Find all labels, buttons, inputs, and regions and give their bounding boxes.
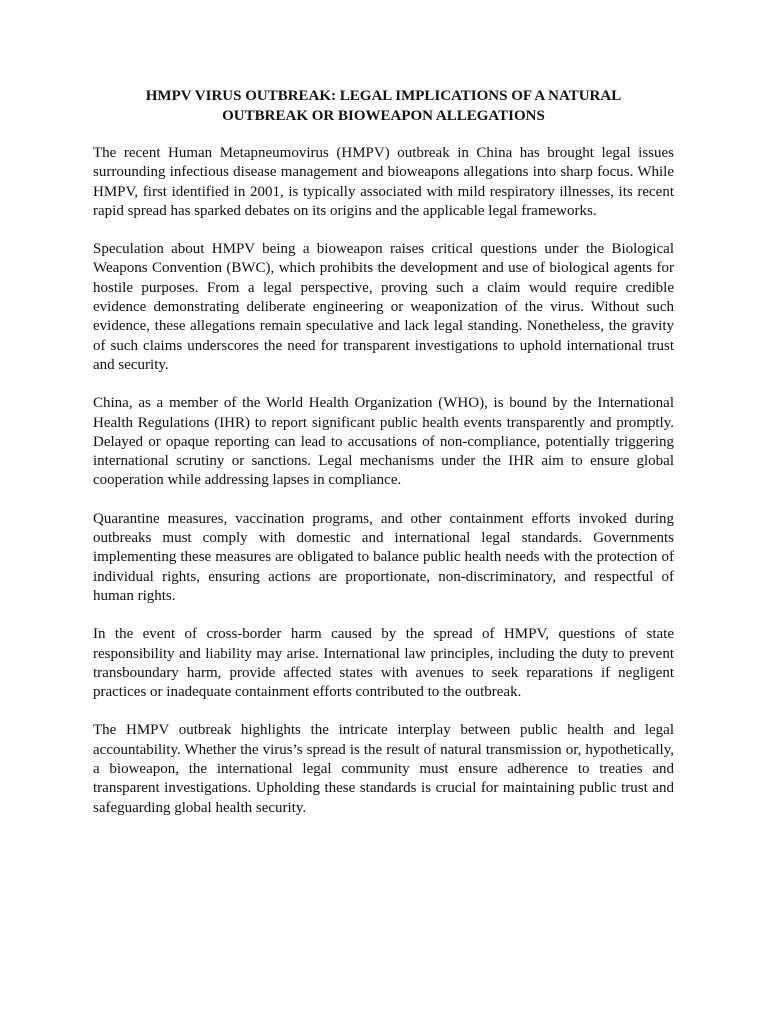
- document-title-line-1: HMPV VIRUS OUTBREAK: LEGAL IMPLICATIONS OF A NATURAL: [145, 88, 622, 104]
- paragraph-conclusion: The HMPV outbreak highlights the intricate interplay between public health and legal accountability. Whether the virus’s spread is the result of natural transmission or, hypothetically, a bioweapon, the international legal community must ensure adherence to treaties and transparent investigations. Upholding these standards is crucial for maintaining public trust and safeguarding global health security.: [93, 722, 674, 816]
- paragraph-who-ihr-obligations: China, as a member of the World Health Organization (WHO), is bound by the International Health Regulations (IHR) to report significant public health events transparently and promptly. Delayed or opaque reporting can lead to accusations of non-compliance, potentially triggering international scrutiny or sanctions. Legal mechanisms under the IHR aim to ensure global cooperation while addressing lapses in compliance.: [93, 395, 674, 489]
- paragraph-state-responsibility: In the event of cross-border harm caused by the spread of HMPV, questions of state responsibility and liability may arise. International law principles, including the duty to prevent transboundary harm, provide affected states with avenues to seek reparations if negligent practices or inadequate containment efforts contributed to the outbreak.: [93, 626, 674, 701]
- paragraph-containment-measures: Quarantine measures, vaccination programs, and other containment efforts invoked during outbreaks must comply with domestic and international legal standards. Governments implementing these measures are obligated to balance public health needs with the protection of individual rights, ensuring actions are proportionate, non-discriminatory, and respectful of human rights.: [93, 510, 674, 604]
- document-title: [93, 86, 674, 126]
- paragraph-bioweapon-speculation: Speculation about HMPV being a bioweapon raises critical questions under the Biological Weapons Convention (BWC), which prohibits the development and use of biological agents for hostile purposes. From a legal perspective, proving such a claim would require credible evidence demonstrating deliberate engineering or weaponization of the virus. Without such evidence, these allegations remain speculative and lack legal standing. Nonetheless, the gravity of such claims underscores the need for transparent investigations to uphold international trust and security.: [93, 241, 674, 373]
- document-title-line-2: OUTBREAK OR BIOWEAPON ALLEGATIONS: [222, 108, 545, 124]
- paragraph-intro: The recent Human Metapneumovirus (HMPV) outbreak in China has brought legal issues surrounding infectious disease management and bioweapons allegations into sharp focus. While HMPV, first identified in 2001, is typically associated with mild respiratory illnesses, its recent rapid spread has sparked debates on its origins and the applicable legal frameworks.: [93, 145, 674, 219]
- document-page: [93, 86, 674, 837]
